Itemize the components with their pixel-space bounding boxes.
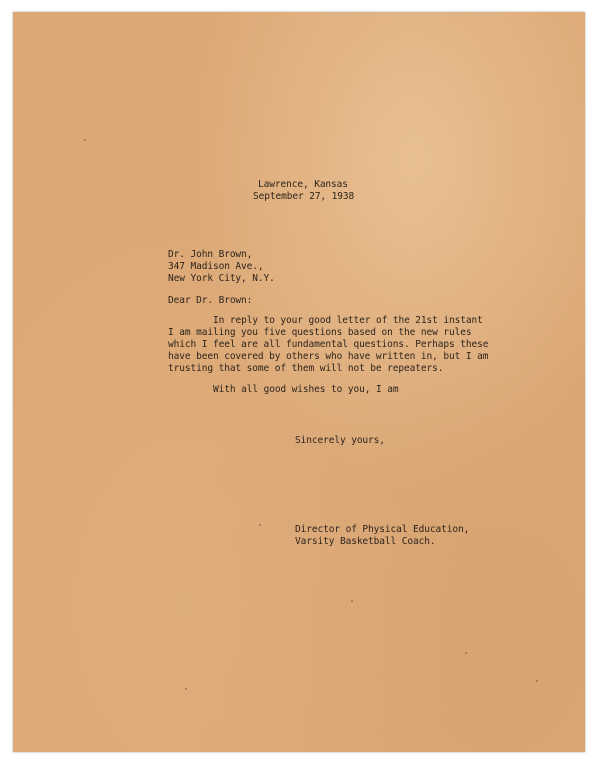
recipient-name: Dr. John Brown, xyxy=(168,249,253,260)
salutation: Dear Dr. Brown: xyxy=(168,295,253,306)
paper-speck xyxy=(84,139,86,141)
paper-speck xyxy=(185,688,187,690)
paper-speck xyxy=(536,680,538,682)
closing-line: With all good wishes to you, I am xyxy=(213,384,399,395)
paper-speck xyxy=(351,600,353,602)
place-line: Lawrence, Kansas xyxy=(258,179,348,190)
body-line: I am mailing you five questions based on the new rules xyxy=(168,327,472,338)
recipient-city: New York City, N.Y. xyxy=(168,273,275,284)
paper-speck xyxy=(259,524,261,526)
valediction: Sincerely yours, xyxy=(295,435,385,446)
body-line: have been covered by others who have written in, but I am xyxy=(168,351,489,362)
date-line: September 27, 1938 xyxy=(253,191,355,202)
paper-speck xyxy=(465,652,467,654)
body-line: In reply to your good letter of the 21st instant xyxy=(213,315,483,326)
body-line: which I feel are all fundamental questions. Perhaps these xyxy=(168,339,489,350)
signature-title: Varsity Basketball Coach. xyxy=(295,536,436,547)
letter-page xyxy=(13,12,585,752)
body-line: trusting that some of them will not be repeaters. xyxy=(168,363,444,374)
signature-title: Director of Physical Education, xyxy=(295,524,470,535)
recipient-street: 347 Madison Ave., xyxy=(168,261,264,272)
